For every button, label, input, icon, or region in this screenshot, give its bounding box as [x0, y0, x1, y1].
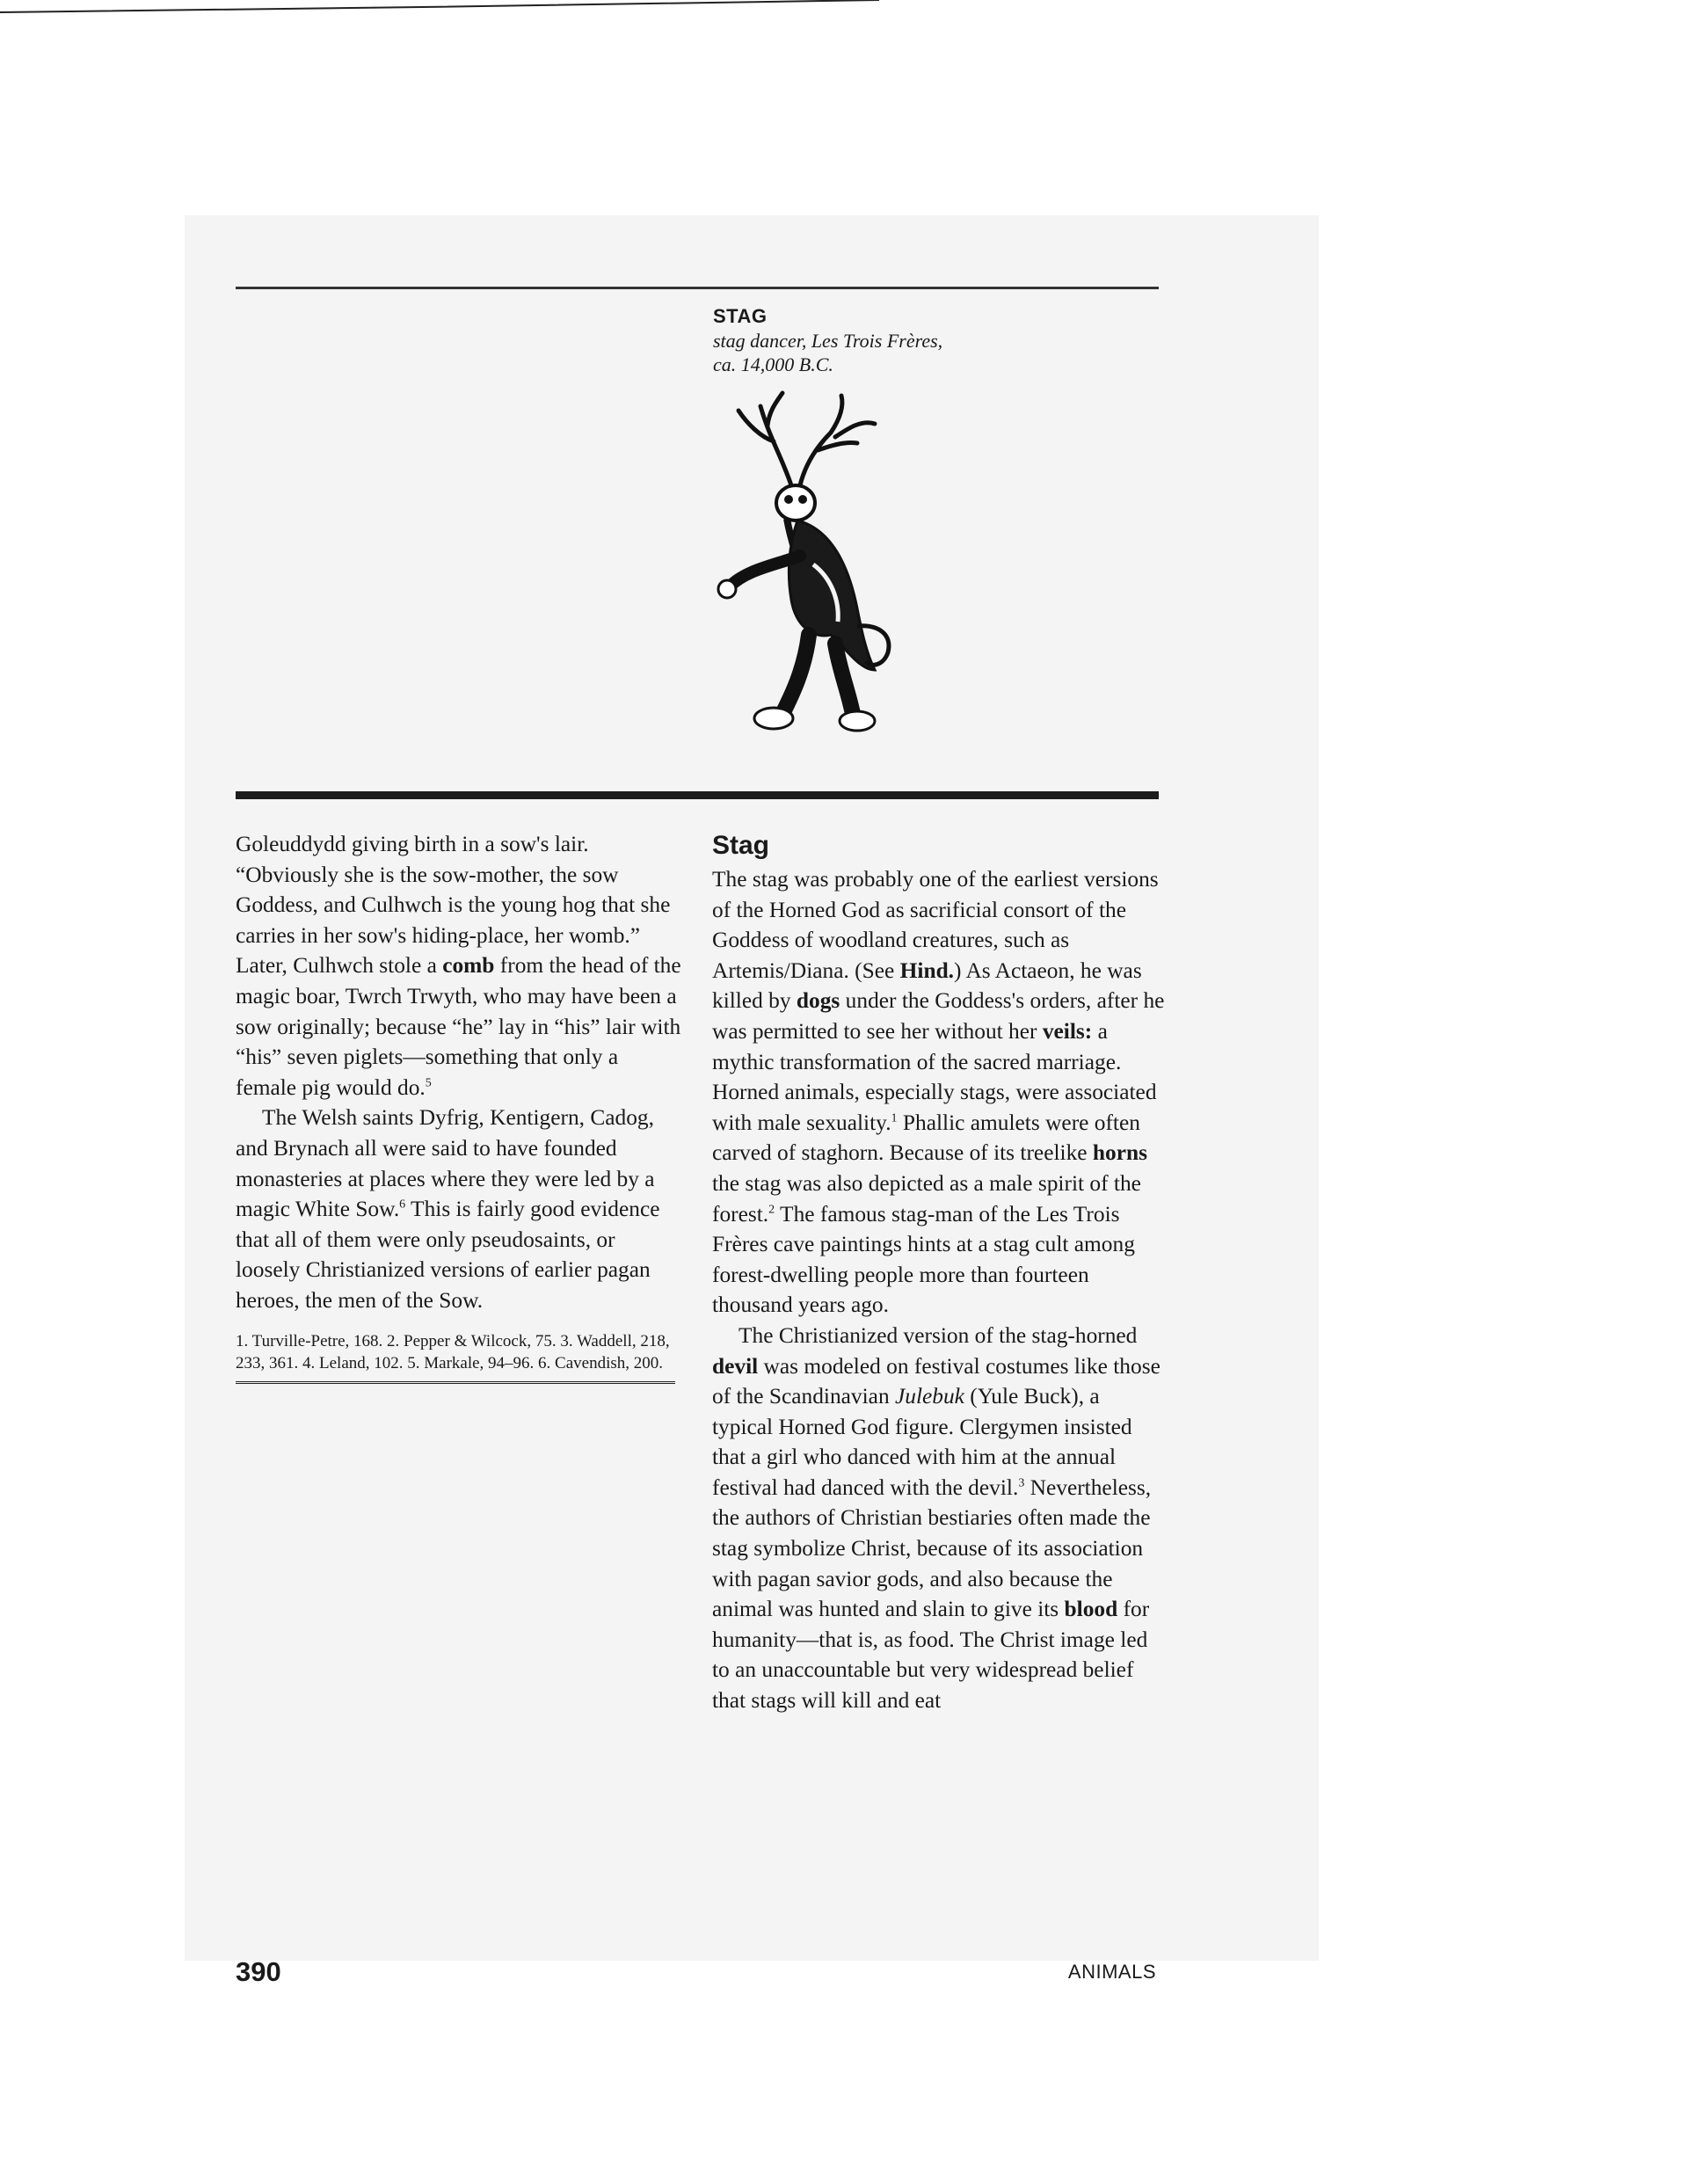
running-head: ANIMALS — [1067, 1961, 1156, 1983]
term-julebuk: Julebuk — [895, 1384, 964, 1409]
right-paragraph-2: The Christianized version of the stag-horned devil was modeled on festival costumes like those of the Scandinavian Julebuk (Yule Buck), a typical Horned God figure. Clergymen insisted that a girl who danced with him at the annual festival had danced with the devil.$^3$ Nevertheless, the authors of Christian bestiaries often made the stag symbolize Christ, because of its association with pagan savior gods, and also because the animal was hunted and slain to give its blood for humanity—that is, as food. The Christ image led to an unaccountable but very widespread belief that stags will kill and eat — [712, 1322, 1160, 1714]
cross-ref-comb: comb — [442, 953, 495, 979]
footnotes: 1. Turville-Petre, 168. 2. Pepper & Wilcock, 75. 3. Waddell, 218, 233, 361. 4. Leland, 102. 5. Markale, 94–96. 6. Cavendish, 200. — [236, 1330, 675, 1384]
footnote-ref: 6 — [399, 1198, 406, 1212]
page-number: 390 — [236, 1956, 281, 1987]
left-paragraph-1: Goleuddydd giving birth in a sow's lair. “Obviously she is the sow-mother, the sow Goddess, and Culhwch is the young hog that she carries in her sow's hiding-place, her womb.” Later, Culhwch stole a comb from the head of the magic boar, Twrch Trwyth, who may have been a sow originally; because “he” lay in “his” lair with “his” seven piglets—something that only a female pig would do.$^5$ — [236, 832, 681, 1100]
cross-ref-horns: horns — [1092, 1140, 1147, 1166]
figure-caption — [713, 304, 1082, 377]
footnote-ref: 3 — [1018, 1476, 1025, 1490]
left-column — [236, 829, 684, 1384]
footnote-ref: 2 — [768, 1203, 775, 1217]
caption-line-2: ca. 14,000 B.C. — [713, 353, 833, 375]
cross-ref-hind: Hind. — [899, 957, 955, 983]
cross-ref-dogs: dogs — [796, 988, 840, 1014]
cross-ref-blood: blood — [1064, 1597, 1118, 1622]
footnote-ref: 1 — [891, 1111, 898, 1125]
cross-ref-veils: veils: — [1042, 1018, 1093, 1044]
left-paragraph-2: The Welsh saints Dyfrig, Kentigern, Cadog, and Brynach all were said to have founded monasteries at places where they were led by a magic White Sow.$^6$ This is fairly good evidence that all of them were only pseudosaints, or loosely Christianized versions of earlier pagan heroes, the men of the Sow. — [236, 1105, 660, 1313]
cross-ref-devil: devil — [712, 1353, 759, 1379]
right-paragraph-1: The stag was probably one of the earliest versions of the Horned God as sacrificial consort of the Goddess of woodland creatures, such as Artemis/Diana. (See Hind.) As Actaeon, he was killed by dogs under the Goddess's orders, after he was permitted to see her without her veils: a mythic transformation of the sacred marriage. Horned animals, especially stags, were associated with male sexuality.$^1$ Phallic amulets were often carved of staghorn. Because of its treelike horns the stag was also depicted as a male spirit of the forest.$^2$ The famous stag-man of the Les Trois Frères cave paintings hints at a stag cult among forest-dwelling people more than fourteen thousand years ago. — [712, 867, 1165, 1318]
caption-title: STAG — [713, 305, 768, 327]
top-rule — [236, 287, 1159, 289]
footnote-ref: 5 — [425, 1076, 432, 1090]
caption-line-1: stag dancer, Les Trois Frères, — [713, 329, 943, 352]
section-rule — [236, 791, 1159, 799]
entry-heading: Stag — [712, 831, 770, 860]
stag-dancer-icon — [708, 389, 954, 749]
right-column — [712, 829, 1165, 1716]
